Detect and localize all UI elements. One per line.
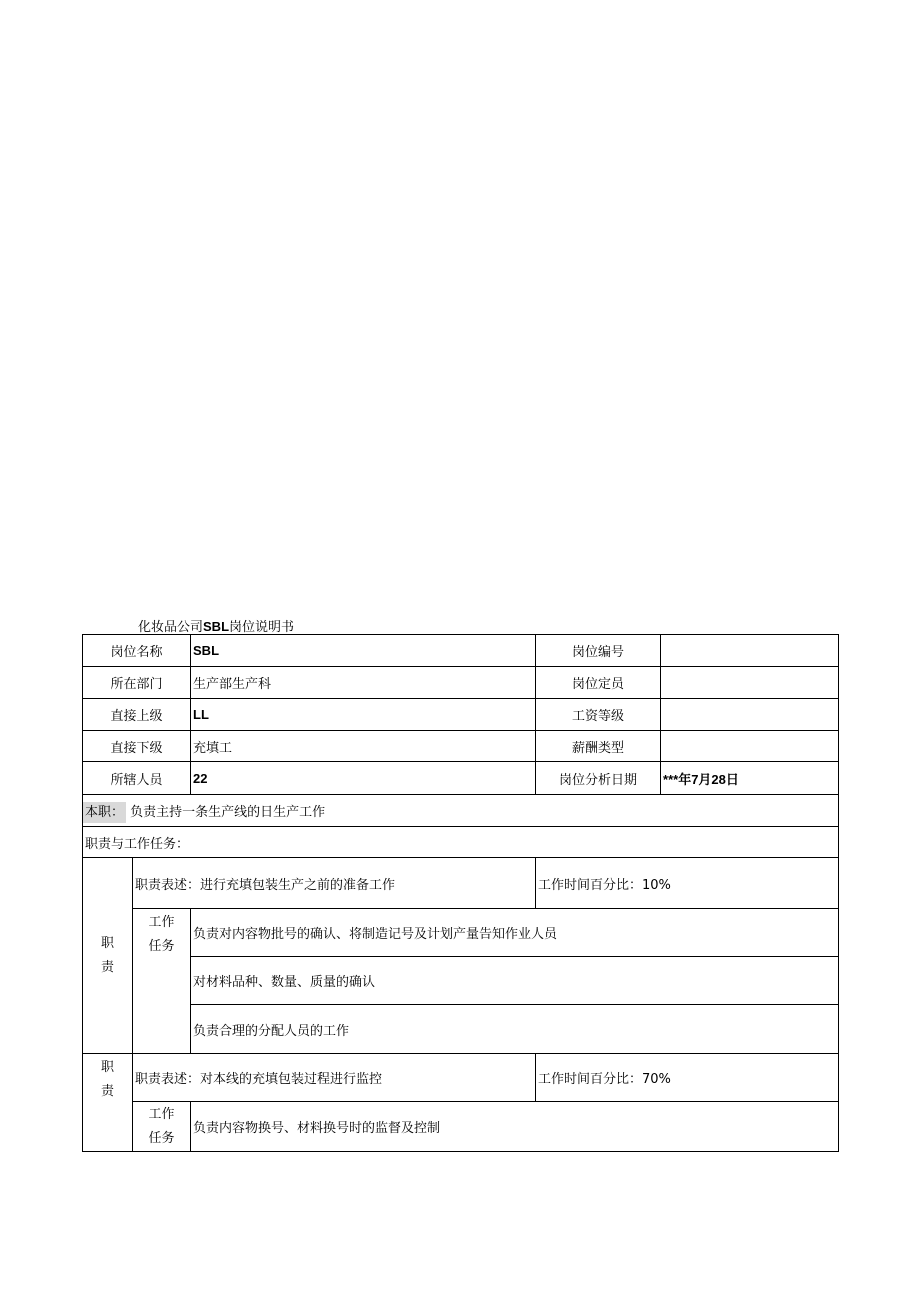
wage-grade-value [661,699,839,731]
duty-1-task-char-2: 任务 [148,939,175,954]
position-no-label: 岗位编号 [536,635,661,667]
subordinate-label: 直接下级 [83,731,191,762]
duty-2-description: 职责表述：对本线的充填包装过程进行监控 [133,1054,536,1102]
salary-type-value [661,731,839,762]
duty-1-side-label [83,858,133,1054]
info-row-staff [83,762,839,795]
main-duty-text: 负责主持一条生产线的日生产工作 [130,805,326,820]
duty-2-time-share: 工作时间百分比：70% [536,1054,839,1102]
duty-1-task-row-2 [83,957,839,1005]
main-duty-row [83,795,839,827]
analysis-date-label: 岗位分析日期 [536,762,661,795]
duty-1-time-share: 工作时间百分比：10% [536,858,839,909]
duty-1-char-1: 职 [100,935,114,951]
duty-1-task-row-1 [83,909,839,957]
superior-value: LL [191,699,536,731]
duty-1-description: 职责表述：进行充填包装生产之前的准备工作 [133,858,536,909]
duty-1-char-2: 责 [100,959,114,975]
main-duty [83,795,839,827]
duties-heading-row [83,827,839,858]
duty-2-side-label [83,1054,133,1152]
position-name-value: SBL [191,635,536,667]
headcount-value [661,667,839,699]
duty-1-task-label [133,909,191,1054]
duty-1-task-1: 负责对内容物批号的确认、将制造记号及计划产量告知作业人员 [191,909,839,957]
duty-1-task-char-1: 工作 [148,915,175,930]
title-prefix: 化妆品公司 [138,620,204,635]
wage-grade-label: 工资等级 [536,699,661,731]
info-row-position [83,635,839,667]
duty-2-task-label [133,1102,191,1152]
main-duty-label: 本职： [83,802,126,823]
info-row-department [83,667,839,699]
staff-label: 所辖人员 [83,762,191,795]
info-row-superior [83,699,839,731]
subordinate-value: 充填工 [191,731,536,762]
position-name-label: 岗位名称 [83,635,191,667]
duty-1-task-2: 对材料品种、数量、质量的确认 [191,957,839,1005]
duty-2-task-char-1: 工作 [148,1106,175,1122]
headcount-label: 岗位定员 [536,667,661,699]
duty-1-description-row [83,858,839,909]
department-value: 生产部生产科 [191,667,536,699]
analysis-date-value: ***年7月28日 [661,762,839,795]
job-description-table [82,634,839,1152]
document-title [138,616,294,635]
info-row-subordinate [83,731,839,762]
department-label: 所在部门 [83,667,191,699]
duty-2-description-row [83,1054,839,1102]
duty-2-task-char-2: 任务 [148,1130,175,1146]
duty-2-char-1: 职 [100,1060,114,1075]
title-suffix: 岗位说明书 [229,620,295,635]
duty-2-char-2: 责 [100,1084,114,1099]
duty-1-task-row-3 [83,1005,839,1054]
staff-value: 22 [191,762,536,795]
duty-1-task-3: 负责合理的分配人员的工作 [191,1005,839,1054]
duty-2-task-row-1 [83,1102,839,1152]
position-no-value [661,635,839,667]
salary-type-label: 薪酬类型 [536,731,661,762]
title-code: SBL [203,619,230,634]
duty-2-task-1: 负责内容物换号、材料换号时的监督及控制 [191,1102,839,1152]
duties-heading: 职责与工作任务： [83,827,839,858]
superior-label: 直接上级 [83,699,191,731]
